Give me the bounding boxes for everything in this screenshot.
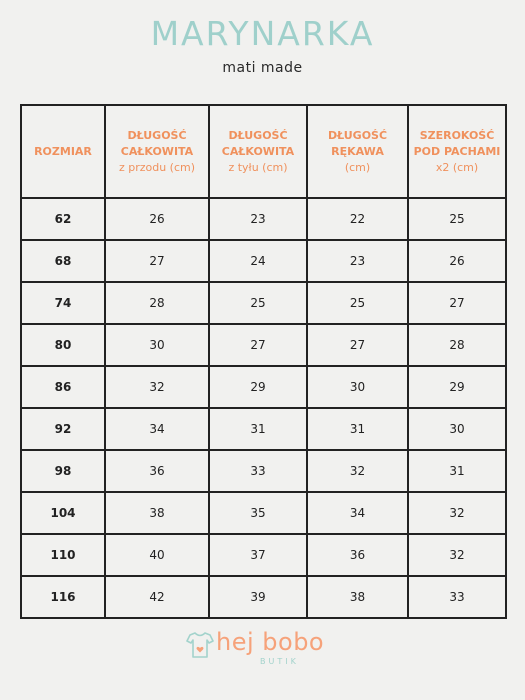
value-cell: 32 [105, 366, 209, 408]
value-cell: 35 [209, 492, 307, 534]
value-cell: 25 [209, 282, 307, 324]
size-cell: 92 [21, 408, 105, 450]
table-row [21, 282, 506, 324]
size-table [20, 104, 507, 619]
header-back-length-sub: z tyłu (cm) [228, 160, 288, 174]
value-cell: 28 [105, 282, 209, 324]
table-row [21, 366, 506, 408]
header-back-length-label: DŁUGOŚĆ CAŁKOWITA [221, 128, 295, 158]
size-cell: 86 [21, 366, 105, 408]
value-cell: 26 [105, 198, 209, 240]
header-sleeve-length-sub: (cm) [344, 160, 371, 174]
table-row [21, 198, 506, 240]
baby-onesie-icon [186, 630, 214, 660]
header-sleeve-length-label: DŁUGOŚĆ RĘKAWA [327, 128, 388, 158]
size-cell: 62 [21, 198, 105, 240]
brand-name: hej bobo [216, 628, 325, 656]
value-cell: 28 [408, 324, 506, 366]
size-cell: 80 [21, 324, 105, 366]
size-cell: 98 [21, 450, 105, 492]
brand-logo [0, 626, 525, 676]
value-cell: 25 [408, 198, 506, 240]
value-cell: 23 [209, 198, 307, 240]
value-cell: 27 [307, 324, 408, 366]
value-cell: 37 [209, 534, 307, 576]
table-header-row [21, 105, 506, 198]
value-cell: 27 [209, 324, 307, 366]
value-cell: 34 [307, 492, 408, 534]
value-cell: 27 [105, 240, 209, 282]
value-cell: 23 [307, 240, 408, 282]
size-cell: 74 [21, 282, 105, 324]
value-cell: 29 [209, 366, 307, 408]
header-size [21, 105, 105, 198]
table-row [21, 450, 506, 492]
value-cell: 30 [105, 324, 209, 366]
table-row [21, 576, 506, 618]
table-row [21, 324, 506, 366]
value-cell: 29 [408, 366, 506, 408]
header-sleeve-length [307, 105, 408, 198]
value-cell: 26 [408, 240, 506, 282]
value-cell: 31 [307, 408, 408, 450]
header-chest-width [408, 105, 506, 198]
value-cell: 31 [209, 408, 307, 450]
header-front-length-label: DŁUGOŚĆ CAŁKOWITA [120, 128, 194, 158]
page-subtitle: mati made [222, 60, 303, 76]
value-cell: 30 [408, 408, 506, 450]
size-cell: 68 [21, 240, 105, 282]
table-row [21, 408, 506, 450]
value-cell: 42 [105, 576, 209, 618]
header-chest-width-sub: x2 (cm) [435, 160, 479, 174]
value-cell: 34 [105, 408, 209, 450]
value-cell: 27 [408, 282, 506, 324]
brand-tagline: BUTIK [260, 657, 299, 666]
value-cell: 25 [307, 282, 408, 324]
table-row [21, 240, 506, 282]
size-cell: 104 [21, 492, 105, 534]
value-cell: 33 [408, 576, 506, 618]
value-cell: 38 [307, 576, 408, 618]
size-cell: 110 [21, 534, 105, 576]
brand-logo-group [186, 626, 346, 676]
value-cell: 32 [408, 534, 506, 576]
value-cell: 40 [105, 534, 209, 576]
value-cell: 32 [408, 492, 506, 534]
value-cell: 24 [209, 240, 307, 282]
header-front-length-sub: z przodu (cm) [118, 160, 196, 174]
header-chest-width-label: SZEROKOŚĆ POD PACHAMI [413, 128, 501, 158]
value-cell: 32 [307, 450, 408, 492]
value-cell: 39 [209, 576, 307, 618]
value-cell: 36 [105, 450, 209, 492]
header-back-length [209, 105, 307, 198]
value-cell: 36 [307, 534, 408, 576]
header-size-label: ROZMIAR [34, 144, 92, 158]
size-cell: 116 [21, 576, 105, 618]
table-row [21, 492, 506, 534]
value-cell: 31 [408, 450, 506, 492]
value-cell: 22 [307, 198, 408, 240]
header-front-length [105, 105, 209, 198]
value-cell: 30 [307, 366, 408, 408]
page-title: MARYNARKA [150, 14, 375, 53]
value-cell: 38 [105, 492, 209, 534]
value-cell: 33 [209, 450, 307, 492]
table-row [21, 534, 506, 576]
